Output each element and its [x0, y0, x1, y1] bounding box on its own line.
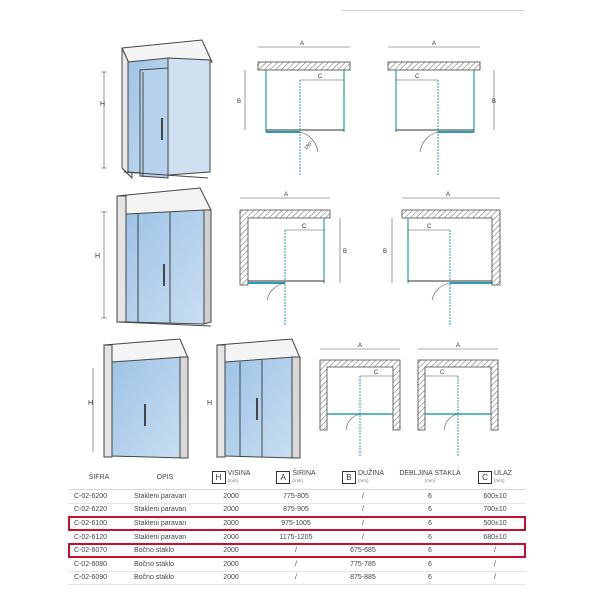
dim-label-h: H: [207, 400, 213, 407]
length-label: DUŽINA: [357, 470, 385, 477]
cell-height: 2000: [200, 544, 262, 558]
plan-drawing-5: [320, 343, 400, 456]
table-row: [68, 557, 526, 571]
cell-glass: 6: [396, 490, 464, 504]
dim-label-c: C: [302, 224, 307, 230]
cell-code: C-02-6070: [68, 544, 130, 558]
cell-entry: 680±10: [464, 530, 526, 544]
height-label: VISINA: [227, 470, 251, 477]
cell-code: C-02-6220: [68, 503, 130, 517]
dim-label-h: H: [88, 400, 94, 407]
cell-height: 2000: [200, 557, 262, 571]
table-row: [68, 571, 526, 585]
header-width: [262, 465, 330, 490]
cell-glass: 6: [396, 544, 464, 558]
entry-unit: (mm): [494, 478, 505, 483]
cell-height: 2000: [200, 490, 262, 504]
angle-label: 180°: [303, 139, 315, 152]
header-length: [330, 465, 396, 490]
cell-description: Stakleni paravan: [130, 517, 200, 531]
width-label: ŠIRINA: [292, 470, 316, 477]
cell-code: C-02-6080: [68, 557, 130, 571]
cell-entry: 700±10: [464, 503, 526, 517]
table-row-highlighted: [68, 517, 526, 531]
cell-description: Stakleni paravan: [130, 490, 200, 504]
cell-width: 1175-1205: [262, 530, 330, 544]
cell-code: C-02-6100: [68, 517, 130, 531]
dim-label-h: H: [100, 101, 106, 108]
cell-glass: 6: [396, 530, 464, 544]
table-row: [68, 490, 526, 504]
cell-width: 975-1005: [262, 517, 330, 531]
cell-code: C-02-6120: [68, 530, 130, 544]
table-row: [68, 503, 526, 517]
table-row-highlighted: [68, 544, 526, 558]
dim-label-c: C: [427, 224, 432, 230]
cell-length: /: [330, 490, 396, 504]
plan-drawing-6: [418, 343, 498, 456]
cabin-3d-drawing-4: [207, 339, 300, 458]
cell-code: C-02-6090: [68, 571, 130, 585]
height-unit: (mm): [227, 478, 239, 483]
dim-label-c: C: [374, 370, 379, 376]
cell-description: Stakleni paravan: [130, 530, 200, 544]
dim-label-a: A: [358, 343, 363, 349]
header-height: [200, 465, 262, 490]
cell-entry: 600±10: [464, 490, 526, 504]
length-letter-box: B: [342, 471, 356, 484]
cell-height: 2000: [200, 571, 262, 585]
spec-table: [68, 465, 526, 585]
length-unit: (mm): [357, 478, 369, 483]
cell-length: 775-785: [330, 557, 396, 571]
dim-label-c: C: [440, 370, 445, 376]
cell-width: /: [262, 557, 330, 571]
glass-unit: (mm): [424, 478, 436, 483]
dim-label-a: A: [300, 41, 305, 47]
dim-label-a: A: [446, 192, 451, 198]
header-description: OPIS: [130, 465, 200, 490]
cabin-3d-drawing-1: [100, 40, 212, 178]
width-unit: (mm): [292, 478, 303, 483]
cell-width: 875-905: [262, 503, 330, 517]
dim-label-a: A: [456, 343, 461, 349]
table-header-row: [68, 465, 526, 490]
cell-description: Stakleni paravan: [130, 503, 200, 517]
width-letter-box: A: [276, 471, 290, 484]
cell-length: 875-885: [330, 571, 396, 585]
cell-length: 675-685: [330, 544, 396, 558]
header-entry: [464, 465, 526, 490]
cell-glass: 6: [396, 503, 464, 517]
cell-height: 2000: [200, 503, 262, 517]
dim-label-a: A: [284, 192, 289, 198]
plan-drawing-4: [383, 192, 500, 326]
cabin-3d-drawing-3: [88, 339, 188, 458]
height-letter-box: H: [212, 471, 226, 484]
dim-label-b: B: [343, 249, 348, 255]
cell-height: 2000: [200, 530, 262, 544]
cell-glass: 6: [396, 517, 464, 531]
cell-width: 775-805: [262, 490, 330, 504]
cell-entry: 500±10: [464, 517, 526, 531]
cell-description: Bočno staklo: [130, 571, 200, 585]
cell-entry: /: [464, 557, 526, 571]
cell-length: /: [330, 503, 396, 517]
table-row: [68, 530, 526, 544]
cell-width: /: [262, 544, 330, 558]
plan-drawing-3: [240, 192, 347, 326]
cell-code: C-02-6200: [68, 490, 130, 504]
dim-label-h: H: [95, 253, 101, 260]
cell-description: Bočno staklo: [130, 557, 200, 571]
cell-length: /: [330, 517, 396, 531]
entry-letter-box: C: [478, 471, 492, 484]
cell-glass: 6: [396, 557, 464, 571]
cell-length: /: [330, 530, 396, 544]
header-code: ŠIFRA: [68, 465, 130, 490]
cell-height: 2000: [200, 517, 262, 531]
dim-label-a: A: [432, 41, 437, 47]
dim-label-b: B: [383, 249, 388, 255]
plan-drawing-1: [237, 41, 350, 175]
cell-glass: 6: [396, 571, 464, 585]
entry-label: ULAZ: [494, 470, 512, 477]
cell-width: /: [262, 571, 330, 585]
glass-label: DEBLJINA STAKLA: [399, 470, 461, 477]
cell-description: Bočno staklo: [130, 544, 200, 558]
dim-label-b: B: [237, 99, 242, 105]
dim-label-c: C: [415, 74, 420, 80]
dim-label-c: C: [318, 74, 323, 80]
cell-entry: /: [464, 544, 526, 558]
header-glass-thickness: [396, 465, 464, 490]
plan-drawing-2: [388, 41, 496, 175]
cell-entry: /: [464, 571, 526, 585]
dim-label-b: B: [492, 99, 497, 105]
cabin-3d-drawing-2: [95, 188, 211, 326]
